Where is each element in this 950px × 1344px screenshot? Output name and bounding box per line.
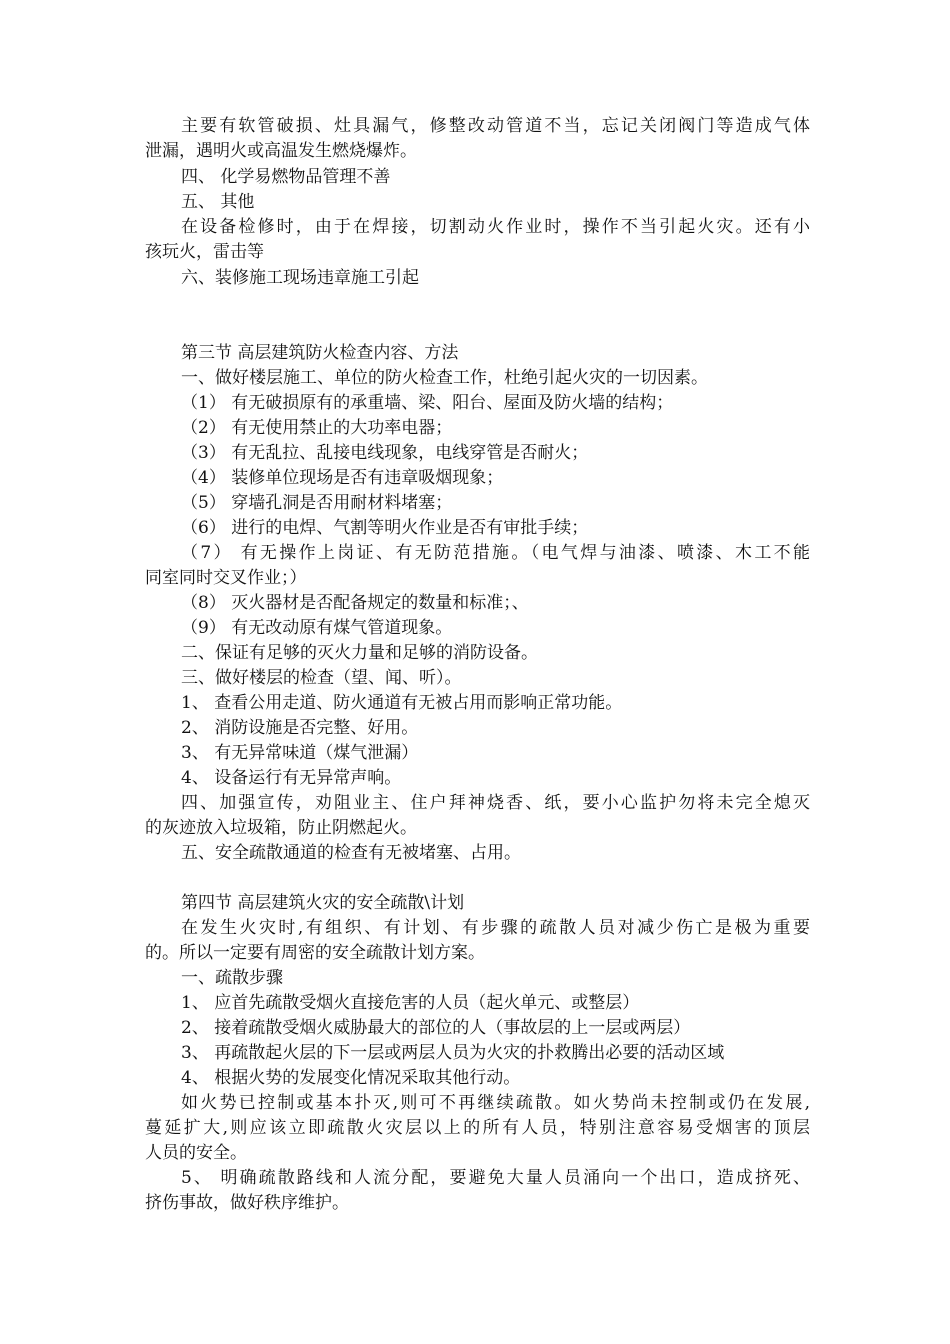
section-heading: 第四节 高层建筑火灾的安全疏散\计划	[181, 893, 465, 913]
list-item: 五、 其他	[181, 192, 255, 212]
list-item: 3、 再疏散起火层的下一层或两层人员为火灾的扑救腾出必要的活动区域	[181, 1043, 725, 1063]
paragraph-line: 四、加强宣传，劝阻业主、住户拜神烧香、纸，要小心监护勿将未完全熄灭	[181, 793, 810, 813]
paragraph-line: 主要有软管破损、灶具漏气，修整改动管道不当，忘记关闭阀门等造成气体	[181, 116, 810, 136]
list-item: （6） 进行的电焊、气割等明火作业是否有审批手续；	[181, 518, 589, 538]
paragraph-line: 人员的安全。	[145, 1143, 247, 1163]
paragraph-line: 蔓延扩大,则应该立即疏散火灾层以上的所有人员，特别注意容易受烟害的顶层	[145, 1118, 810, 1138]
list-item: （8） 灭火器材是否配备规定的数量和标准；、	[181, 593, 529, 613]
list-item: （7） 有无操作上岗证、有无防范措施。（电气焊与油漆、喷漆、木工不能	[181, 543, 810, 563]
list-item: 1、 查看公用走道、防火通道有无被占用而影响正常功能。	[181, 693, 623, 713]
list-item: （2） 有无使用禁止的大功率电器；	[181, 418, 453, 438]
paragraph-line: 同室同时交叉作业；）	[145, 568, 307, 588]
list-item: （3） 有无乱拉、乱接电线现象，电线穿管是否耐火；	[181, 443, 589, 463]
list-item: 四、 化学易燃物品管理不善	[181, 167, 391, 187]
list-item: 4、 根据火势的发展变化情况采取其他行动。	[181, 1068, 521, 1088]
paragraph-line: 的。所以一定要有周密的安全疏散计划方案。	[145, 943, 485, 963]
paragraph-line: 泄漏，遇明火或高温发生燃烧爆炸。	[145, 141, 417, 161]
list-item: 三、做好楼层的检查（望、闻、听）。	[181, 668, 462, 688]
list-item: （1） 有无破损原有的承重墙、梁、阳台、屋面及防火墙的结构；	[181, 393, 674, 413]
list-item: （4） 装修单位现场是否有违章吸烟现象；	[181, 468, 504, 488]
paragraph-line: 孩玩火，雷击等	[145, 242, 264, 262]
list-item: 一、做好楼层施工、单位的防火检查工作，杜绝引起火灾的一切因素。	[181, 368, 708, 388]
list-item: 五、安全疏散通道的检查有无被堵塞、占用。	[181, 843, 521, 863]
list-item: （9） 有无改动原有煤气管道现象。	[181, 618, 453, 638]
list-item: 二、保证有足够的灭火力量和足够的消防设备。	[181, 643, 538, 663]
list-item: 2、 接着疏散受烟火威胁最大的部位的人（事故层的上一层或两层）	[181, 1018, 691, 1038]
list-item: 2、 消防设施是否完整、好用。	[181, 718, 419, 738]
section-heading: 第三节 高层建筑防火检查内容、方法	[181, 343, 459, 363]
list-item: 3、 有无异常味道（煤气泄漏）	[181, 743, 419, 763]
paragraph-line: 在设备检修时，由于在焊接，切割动火作业时，操作不当引起火灾。还有小	[181, 217, 810, 237]
paragraph-line: 挤伤事故，做好秩序维护。	[145, 1193, 349, 1213]
list-item: 六、装修施工现场违章施工引起	[181, 268, 419, 288]
paragraph-line: 如火势已控制或基本扑灭,则可不再继续疏散。如火势尚未控制或仍在发展,	[181, 1093, 810, 1113]
list-item: 1、 应首先疏散受烟火直接危害的人员（起火单元、或整层）	[181, 993, 640, 1013]
list-item: （5） 穿墙孔洞是否用耐材料堵塞；	[181, 493, 453, 513]
paragraph-line: 在发生火灾时,有组织、有计划、有步骤的疏散人员对减少伤亡是极为重要	[181, 918, 810, 938]
list-item: 4、 设备运行有无异常声响。	[181, 768, 402, 788]
list-item: 一、疏散步骤	[181, 968, 283, 988]
list-item: 5、 明确疏散路线和人流分配，要避免大量人员涌向一个出口，造成挤死、	[181, 1168, 810, 1188]
paragraph-line: 的灰迹放入垃圾箱，防止阴燃起火。	[145, 818, 417, 838]
